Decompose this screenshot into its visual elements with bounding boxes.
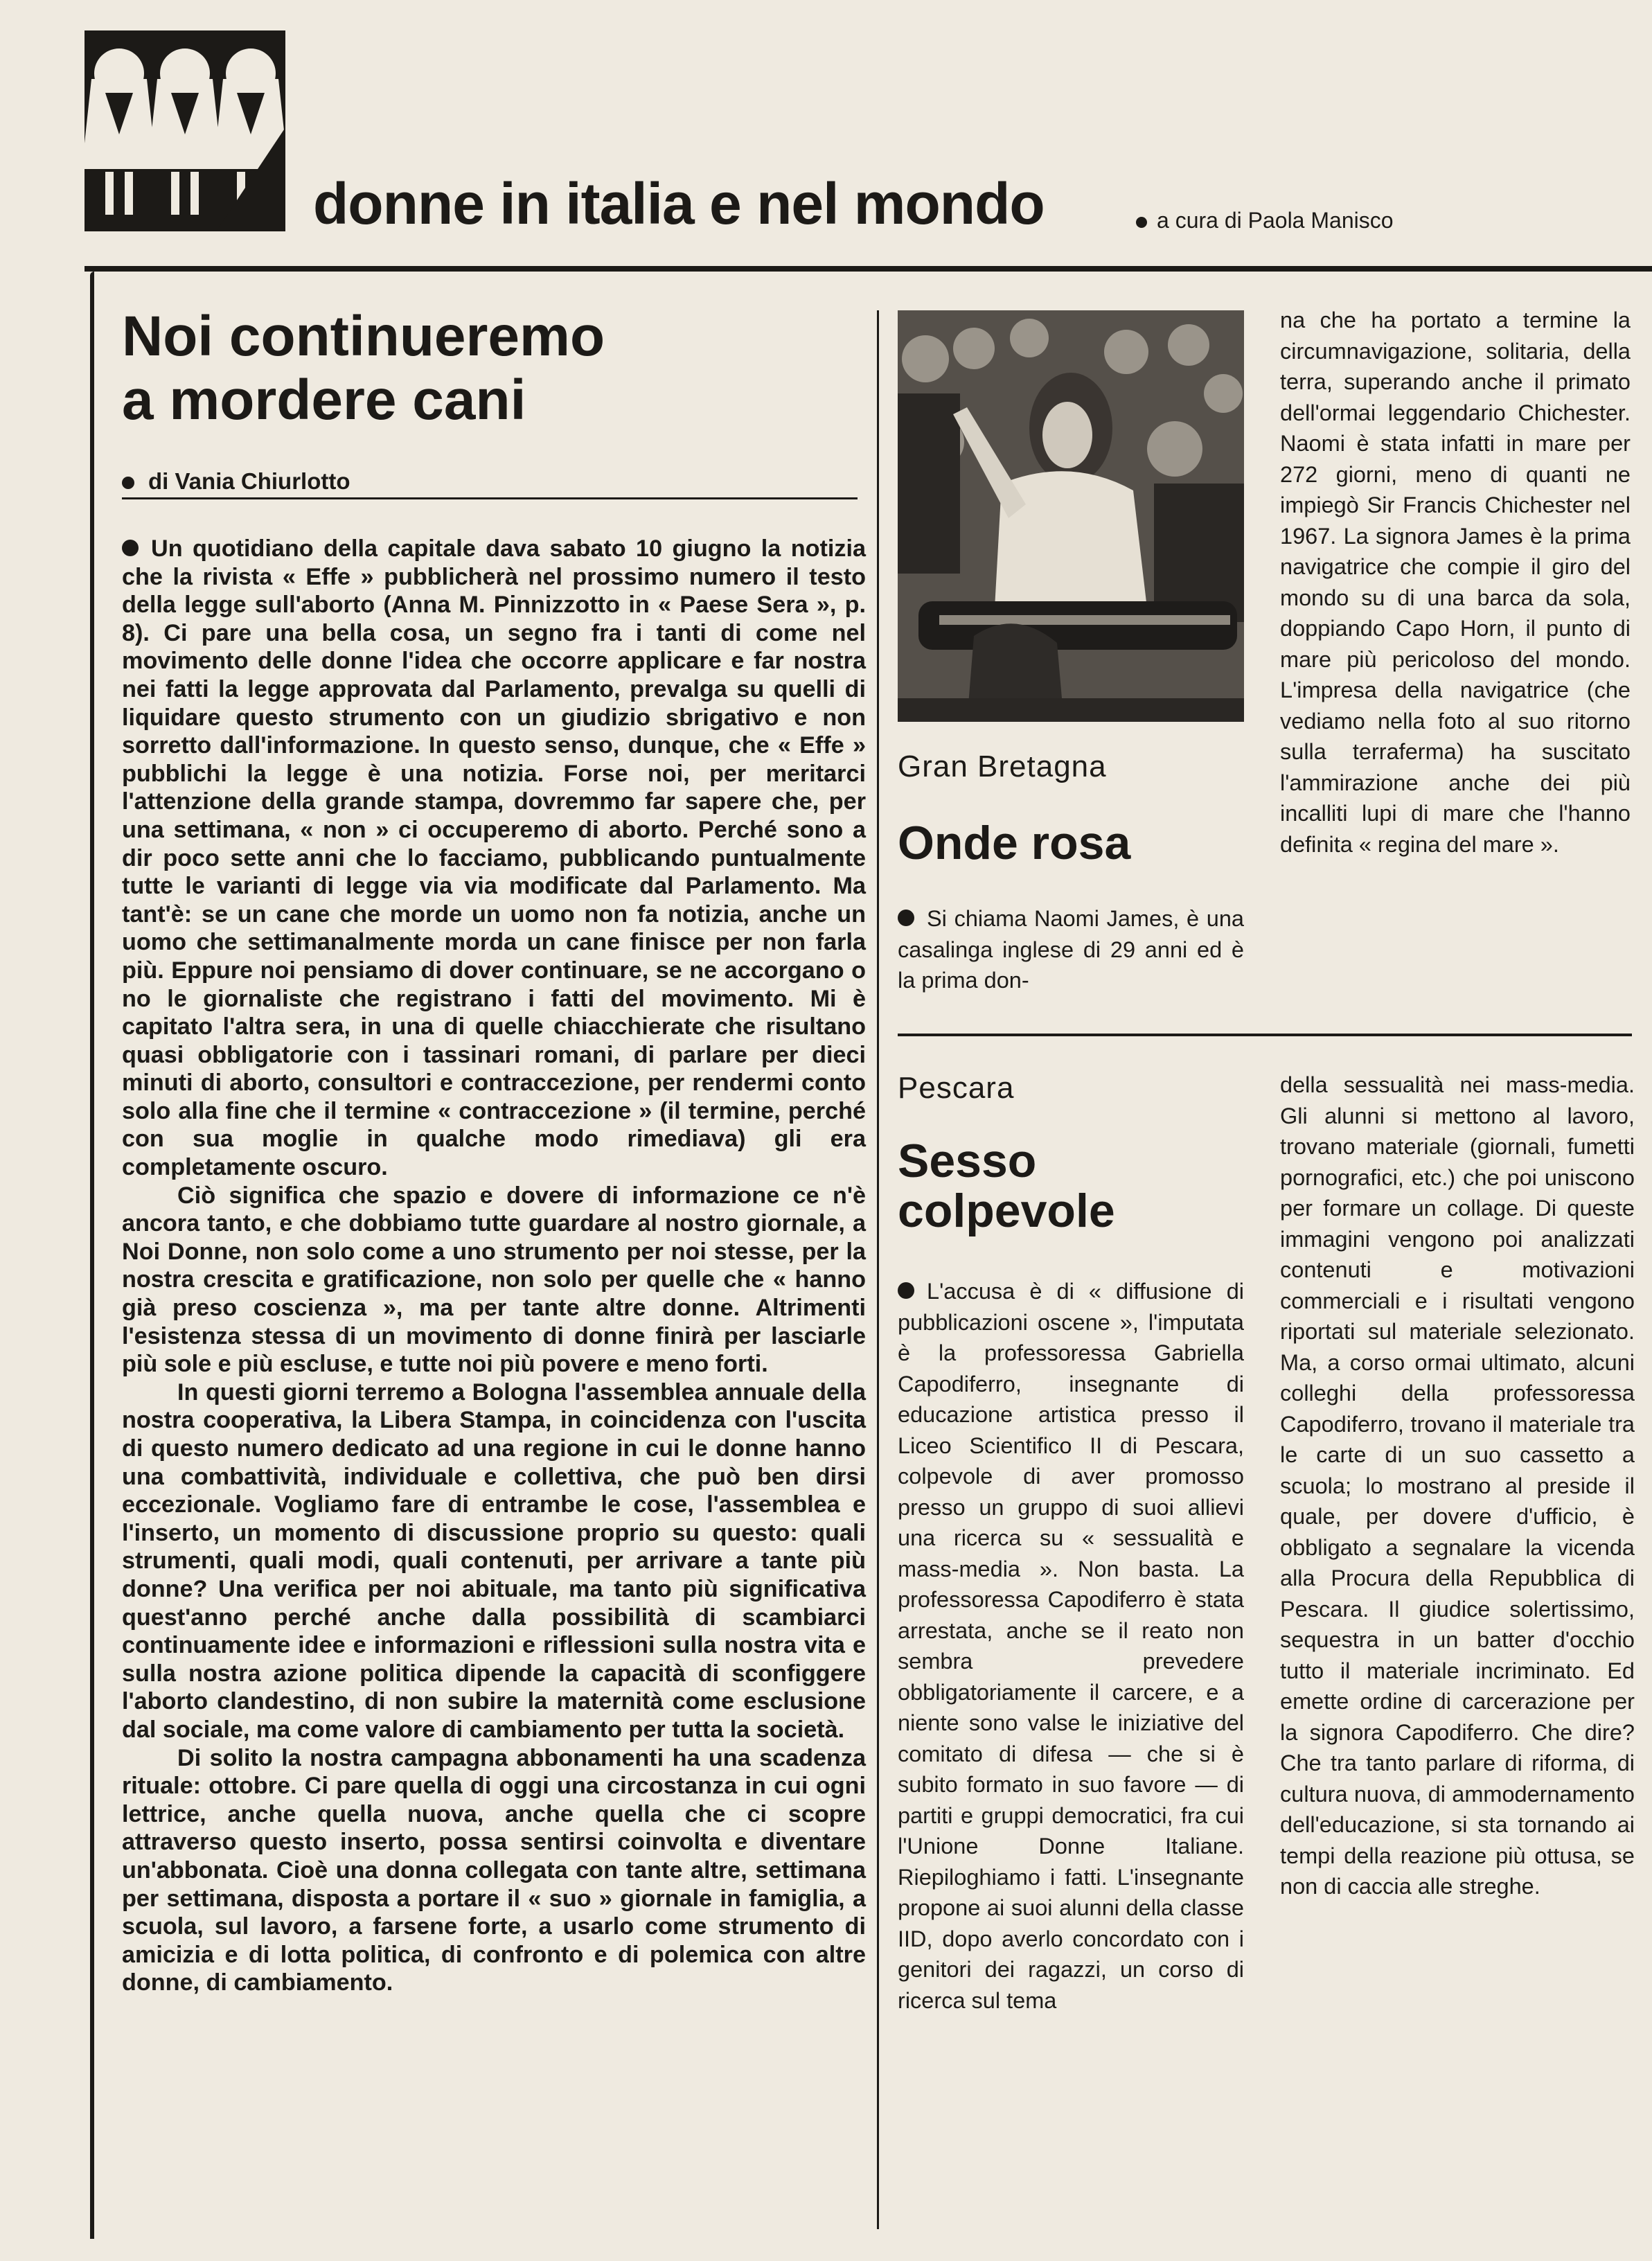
- bullet-icon: [898, 1282, 914, 1299]
- story-headline: Onde rosa: [898, 817, 1131, 869]
- main-article-body: [122, 535, 866, 1997]
- story-text-column: [898, 1276, 1244, 2016]
- byline-text: di Vania Chiurlotto: [148, 468, 350, 494]
- story-paragraph: Si chiama Naomi James, è una casalinga inglese di 29 anni ed è la prima don-: [898, 906, 1244, 993]
- story-headline: Sesso colpevole: [898, 1135, 1115, 1237]
- bullet-icon: [898, 910, 914, 926]
- bullet-icon: [122, 477, 134, 489]
- story-paragraph: L'accusa è di « diffusione di pubblicazioni oscene », l'imputata è la professoressa Gabriella Capodiferro, insegnante di educazione artistica presso il Liceo Scientifico II di Pescara, colpevole di aver promosso presso un gruppo di suoi allievi una ricerca su « sessualità e mass-media ». Non basta. La professoressa Capodiferro è stata arrestata, anche se il reato non sembra prevedere obbligatoriamente il carcere, e a niente sono valse le iniziative del comitato di difesa — che si è subito formato in suo favore — di partiti e gruppi democratici, fra cui l'Unione Donne Italiane. Riepiloghiamo i fatti. L'insegnante propone ai suoi alunni della classe IID, dopo averlo concordato con i genitori dei ragazzi, un corso di ricerca sul tema: [898, 1279, 1244, 2013]
- byline: [122, 468, 350, 495]
- article-paragraph: In questi giorni terremo a Bologna l'assemblea annuale della nostra cooperativa, la Libera Stampa, in coincidenza con l'uscita di questo numero dedicato ad una regione in cui le donne hanno una combattività, individuale e collettiva, che può ben dirsi eccezionale. Vogliamo fare di entrambe le cose, l'assemblea e l'inserto, un momento di discussione proprio su questo: quali strumenti, quali modi, quali contenuti, per arrivare a tante più donne? Una verifica per noi abituale, ma tanto più significativa quest'anno perché anche dalla possibilità di scambiarci continuamente idee e informazioni e riflessioni sulla nostra vita e sulla nostra azione politica dipende la capacità di sconfiggere l'aborto clandestino, di non subire la maternità come esclusione dal sociale, ma come valore di cambiamento per tutta la società.: [122, 1378, 866, 1743]
- section-title: donne in italia e nel mondo: [313, 171, 1045, 236]
- story-region-label: Pescara: [898, 1071, 1015, 1105]
- news-photo: [898, 310, 1244, 722]
- byline-rule: [122, 497, 858, 499]
- story-divider: [898, 1034, 1632, 1036]
- column-divider: [877, 310, 879, 2229]
- editor-credit: [1136, 208, 1394, 233]
- story-paragraph: della sessualità nei mass-media. Gli alunni si mettono al lavoro, trovano materiale (giornali, fumetti pornografici, etc.) che poi uniscono per formare un collage. Di queste immagini vengono poi analizzati contenuti e motivazioni commerciali e i risultati vengono riportati sul materiale selezionato. Ma, a corso ormai ultimato, alcuni colleghi della professoressa Capodiferro, trovano il materiale tra le carte di un suo cassetto a scuola; lo mostrano al preside il quale, per dovere d'ufficio, è obbligato a segnalare la vicenda alla Procura della Repubblica di Pescara. Il giudice solertissimo, sequestra in un batter d'occhio tutto il materiale incriminato. Ed emette ordine di carcerazione per la signora Capodiferro. Che dire? Che tra tanto parlare di riforma, di cultura nuova, di ammodernamento dell'educazione, si sta tornando ai tempi della reazione più ottusa, se non di caccia alle streghe.: [1280, 1072, 1635, 1899]
- story-region-label: Gran Bretagna: [898, 750, 1107, 783]
- article-paragraph: Ciò significa che spazio e dovere di informazione ce n'è ancora tanto, e che dobbiamo tutte guardare al nostro giornale, a Noi Donne, non solo come a uno strumento per noi stesse, per la nostra crescita e gratificazione, non solo per quelle che « hanno già preso coscienza », ma per tante altre donne. Altrimenti l'esistenza stessa di un movimento di donne finirà per lasciarle più sole e più escluse, e tutte noi più povere e meno forti.: [122, 1182, 866, 1378]
- header-rule: [85, 266, 1652, 272]
- section-logo-three-women: [85, 30, 285, 231]
- editor-credit-text: a cura di Paola Manisco: [1157, 208, 1394, 233]
- left-frame-rule: [90, 272, 94, 2239]
- story-text-column: [898, 903, 1244, 996]
- story-paragraph: na che ha portato a termine la circumnavigazione, solitaria, della terra, superando anche il primato dell'ormai leggendario Chichester. Naomi è stata infatti in mare per 272 giorni, meno di quanti ne impiegò Sir Francis Chichester nel 1967. La signora James è la prima navigatrice che compie il giro del mondo su di una barca da sola, doppiando Capo Horn, il punto di mare più pericoloso del mondo. L'impresa della navigatrice (che vediamo nella foto al suo ritorno sulla terraferma) ha suscitato l'ammirazione anche dei più incalliti lupi di mare che l'hanno definita « regina del mare ».: [1280, 308, 1631, 857]
- bullet-icon: [1136, 217, 1147, 228]
- story-text-column: [1280, 305, 1631, 860]
- story-text-column: [1280, 1070, 1635, 1902]
- photo-navigator-crowd-icon: [898, 310, 1244, 722]
- article-paragraph: Di solito la nostra campagna abbonamenti ha una scadenza rituale: ottobre. Ci pare quella di oggi una circostanza in cui ogni lettrice, anche quella nuova, anche quella che ci scopre attraverso questo inserto, possa sentirsi coinvolta e diventare un'abbonata. Cioè una donna collegata con tante altre, settimana per settimana, disposta a portare il « suo » giornale in famiglia, a scuola, sul lavoro, a farsene forte, a usarlo come strumento di amicizia e di lotta politica, di confronto e di polemica con altre donne, di cambiamento.: [122, 1744, 866, 1996]
- bullet-icon: [122, 540, 139, 556]
- article-paragraph: Un quotidiano della capitale dava sabato 10 giugno la notizia che la rivista « Effe » pubblicherà nel prossimo numero il testo della legge sull'aborto (Anna M. Pinnizzotto in « Paese Sera », p. 8). Ci pare una bella cosa, un segno fra i tanti di come nel movimento delle donne l'idea che occorre applicare e far nostra nei fatti la legge approvata dal Parlamento, prevalga su quelli di liquidare questo strumento con un giudizio sbrigativo e non sorretto dall'informazione. In questo senso, dunque, che « Effe » pubblichi la legge è una notizia. Forse noi, per meritarci l'attenzione della grande stampa, dovremmo far sapere che, per una settimana, « non » ci occuperemo di aborto. Perché sono a dir poco sette anni che lo facciamo, pubblicando puntualmente tutte le varianti di legge via via modificate dal Parlamento. Ma tant'è: se un cane che morde un uomo non fa notizia, anche un uomo che settimanalmente morda un cane finisce per non farla più. Eppure noi pensiamo di dover continuare, se ne accorgano o no le giornaliste che registrano i fatti del movimento. Mi è capitato l'altra sera, in una di quelle chiacchierate che risultano quasi obbligatorie con i tassinari romani, di parlare per dieci minuti di aborto, consultori e contraccezione, per rendermi conto solo alla fine che il termine « contraccezione » (il termine, perché con sua moglie in qualche modo rimediava) gli era completamente oscuro.: [122, 535, 866, 1181]
- main-headline: Noi continueremo a mordere cani: [122, 305, 605, 432]
- women-figures-icon: [85, 30, 285, 231]
